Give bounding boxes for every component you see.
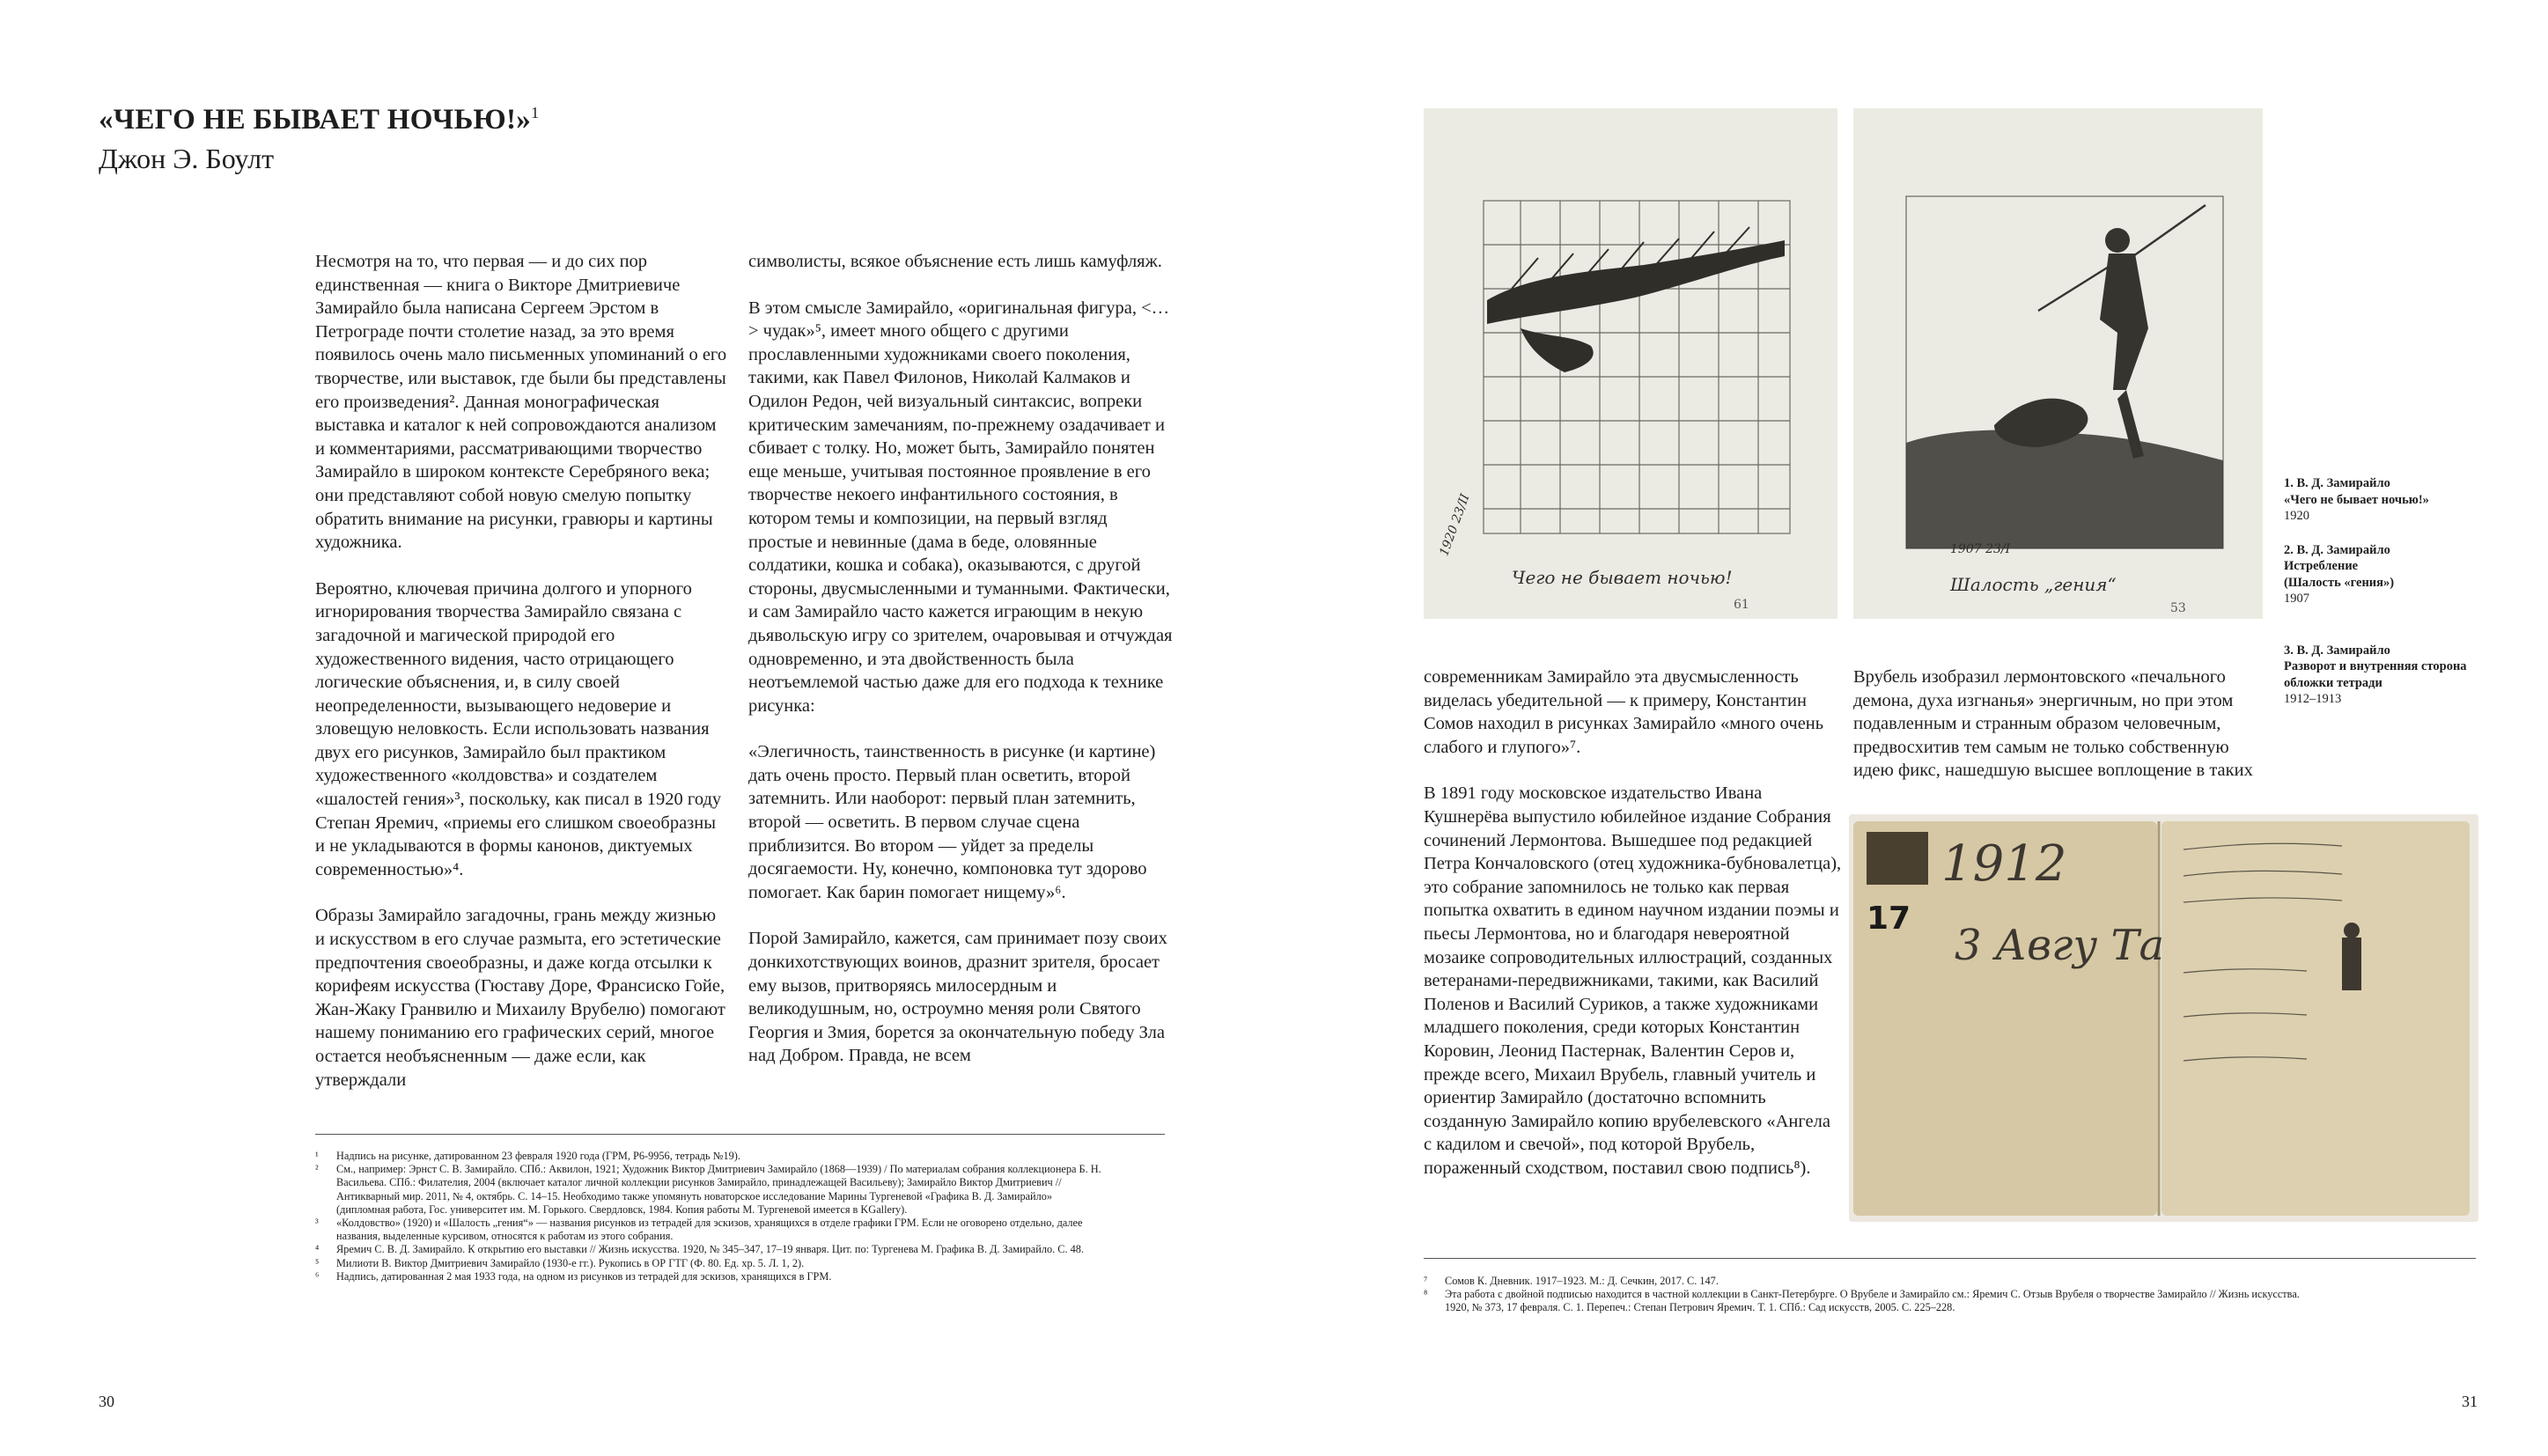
right-column-1: [1424, 665, 1842, 1202]
figure-1-number: 61: [1734, 598, 1749, 612]
figure-2-number: 53: [2170, 601, 2186, 615]
paragraph: Врубель изобразил лермонтовского «печального демона, духа изгнанья» энергичным, но при этом подавленным и странным образом человечным, предвосхитив тем самым не только собственную идею фикс, нашедшую высшее воплощение в таких: [1853, 667, 2253, 781]
paragraph: Порой Замирайло, кажется, сам принимает позу своих донкихотствующих воинов, дразнит зрителя, бросает ему вызов, притворяясь милосердным и великодушным, но, остроумно меняя роли Святого Георгия и Змия, борется за окончательную победу Зла над Добром. Правда, не всем: [748, 929, 1167, 1066]
figure-1-inscription: Чего не бывает ночью!: [1512, 567, 1733, 588]
figure-2-drawing: [1853, 108, 2263, 619]
left-column-2: [748, 250, 1173, 1091]
figure-1-drawing: [1424, 108, 1837, 619]
title-text: «ЧЕГО НЕ БЫВАЕТ НОЧЬЮ!»: [99, 104, 532, 136]
page-number-right: 31: [2462, 1393, 2478, 1410]
caption-3: 3. В. Д. Замирайло Разворот и внутренняя сторона обложки тетради 1912–1913: [2284, 643, 2467, 706]
figure-3-notebook: [1849, 814, 2478, 1222]
quote-paragraph: «Элегичность, таинственность в рисунке (и картине) дать очень просто. Первый план осветить, второй затемнить. Или наоборот: первый план затемнить, второй — осветить. В первом случае сцена приблизится. Во втором — уйдет за пределы досягаемости. Ну, конечно, компоновка тут здорово помогает. Как барин помогает нищему»⁶.: [748, 742, 1156, 902]
right-footnotes: [1424, 1275, 2304, 1315]
paragraph: Вероятно, ключевая причина долгого и упорного игнорирования творчества Замирайло связана с загадочной и магической природой его художественного видения, часто отрицающего логические объяснения, и, в силу своей неопределенности, вызывающего недоверие и зловещую неловкость. Если использовать названия двух его рисунков, Замирайло был практиком художественного «колдовства» и создателем «шалостей гения»³, поскольку, как писал в 1920 году Степан Яремич, «приемы его слишком своеобразны и не укладываются в формы канонов, диктуемых современностью»⁴.: [315, 578, 722, 879]
figure-3-notebook-image: [1849, 814, 2478, 1222]
article-title: [99, 104, 539, 136]
footnote: ¹ Надпись на рисунке, датированном 23 февраля 1920 года (ГРМ, Р6-9956, тетрадь №19).: [315, 1150, 740, 1162]
notebook-year: 1912: [1941, 835, 2067, 893]
right-column-2: [1853, 665, 2272, 805]
footnote-divider: [315, 1134, 1165, 1135]
figure-1-sketch: [1424, 108, 1837, 619]
figure-2-inscription: Шалость „гения“: [1950, 574, 2117, 595]
left-footnotes: [315, 1150, 1108, 1283]
article-author: Джон Э. Боулт: [99, 143, 275, 174]
footnote: ⁴ Яремич С. В. Д. Замирайло. К открытию его выставки // Жизнь искусства. 1920, № 345–347, 17–19 января. Цит. по: Тургенева М. Графика В. Д. Замирайло. С. 48.: [315, 1243, 1084, 1256]
paragraph: Несмотря на то, что первая — и до сих пор единственная — книга о Викторе Дмитриевиче Замирайло была написана Сергеем Эрстом в Петрограде почти столетие назад, за это время появилось очень мало письменных упоминаний о его творчестве, или выставок, где были бы представлены его произведения². Данная монографическая выставка и каталог к ней сопровождаются анализом и комментариями, рассматривающими творчество Замирайло в широком контексте Серебряного века; они представляют собой новую смелую попытку обратить внимание на рисунки, гравюры и картины художника.: [315, 252, 727, 553]
paragraph: современникам Замирайло эта двусмысленность виделась убедительной — к примеру, Константин Сомов находил в рисунках Замирайло «много очень слабого и глупого»⁷.: [1424, 667, 1824, 757]
paragraph: В 1891 году московское издательство Ивана Кушнерёва выпустило юбилейное издание Собрания сочинений Лермонтова. Вышедшее под редакцией Петра Кончаловского (отец художника-бубновалетца), это собрание запомнилось не только как первая попытка охватить в едином научном издании поэмы и пьесы Лермонтова, но и благодаря невероятной мозаике сопроводительных иллюстраций, созданных ветеранами-передвижниками, такими, как Василий Поленов и Василий Суриков, а также художниками младшего поколения, среди которых Константин Коровин, Леонид Пастернак, Валентин Серов и, прежде всего, Михаил Врубель, главный учитель и ориентир Замирайло (достаточно вспомнить созданную Замирайло копию врубелевского «Ангела с кадилом и свечой», под которой Врубель, пораженный сходством, поставил свою подпись⁸).: [1424, 783, 1842, 1178]
paragraph: Образы Замирайло загадочны, грань между жизнью и искусством в его случае размыта, его эстетические предпочтения своеобразны, и даже когда отсылки к корифеям искусства (Гюставу Доре, Франсиско Гойе, Жан-Жаку Гранвилю и Михаилу Врубелю) помогают нашему пониманию его графических серий, многое остается необъясненным — даже если, как утверждали: [315, 906, 725, 1090]
footnote: ⁶ Надпись, датированная 2 мая 1933 года, на одном из рисунков из тетрадей для эскизов, хранящихся в ГРМ.: [315, 1269, 832, 1283]
figure-captions: [2284, 475, 2504, 708]
figure-2-sketch: [1853, 108, 2263, 619]
figure-2-date: 1907 23/I: [1950, 542, 2011, 556]
footnote: ⁵ Милиоти В. Виктор Дмитриевич Замирайло (1930-е гг.). Рукопись в ОР ГТГ (Ф. 80. Ед. хр. 5. Л. 1, 2).: [315, 1256, 805, 1269]
paragraph: В этом смысле Замирайло, «оригинальная фигура, <…> чудак»⁵, имеет много общего с другими прославленными художниками своего поколения, такими, как Павел Филонов, Николай Калмаков и Одилон Редон, чей визуальный синтаксис, вопреки критическим замечаниям, по-прежнему озадачивает и сбивает с толку. Но, может быть, Замирайло понятен еще меньше, учитывая постоянное проявление в его творчестве некоего инфантильного состояния, в котором темы и композиции, на первый взгляд простые и невинные (дама в беде, оловянные солдатики, кошка и собака), оказываются, с другой стороны, двусмысленными и туманными. Фактически, и сам Замирайло часто кажется играющим в некую дьявольскую игру со зрителем, очаровывая и отчуждая одновременно, и эта двойственность была неотъемлемой частью даже для его подхода к технике рисунка:: [748, 298, 1173, 716]
notebook-number: 17: [1867, 901, 1911, 937]
footnote: ⁷ Сомов К. Дневник. 1917–1923. М.: Д. Сечкин, 2017. С. 147.: [1424, 1275, 1719, 1287]
footnote: ³ «Колдовство» (1920) и «Шалость „гения“» — названия рисунков из тетрадей для эскизов, хранящихся в отделе графики ГРМ. Если не оговорено отдельно, далее названия, выделенные курсивом, относятся к работам из этого собрания.: [315, 1217, 1083, 1243]
paragraph: символисты, всякое объяснение есть лишь камуфляж.: [748, 252, 1162, 271]
left-column-1: [315, 250, 729, 1114]
footnote-divider-right: [1424, 1258, 2476, 1259]
caption-2: 2. В. Д. Замирайло Истребление (Шалость «гения») 1907: [2284, 542, 2395, 606]
notebook-date: 3 Авгу Та: [1955, 921, 2165, 970]
title-footnote-mark: 1: [531, 104, 540, 121]
page-number-left: 30: [99, 1393, 114, 1410]
footnote: ² См., например: Эрнст С. В. Замирайло. СПб.: Аквилон, 1921; Художник Виктор Дмитриевич Замирайло (1868—1939) / По материалам собрания коллекционера Б. Н. Васильева. СПб.: Филателия, 2004 (включает каталог личной коллекции рисунков Замирайло, принадлежащей Васильеву); Замирайло Виктор Дмитриевич // Антикварный мир. 2011, № 4, октябрь. С. 14–15. Необходимо также упомянуть новаторское исследование Марины Тургеневой «Графика В. Д. Замирайло» (дипломная работа, Гос. университет им. М. Горького. Свердловск, 1984. Копия работы М. Тургеневой имеется в KGallery).: [315, 1163, 1101, 1216]
footnote: ⁸ Эта работа с двойной подписью находится в частной коллекции в Санкт-Петербурге. О Врубеле и Замирайло см.: Яремич С. Отзыв Врубеля о творчестве Замирайло // Жизнь искусства. 1920, № 373, 17 февраля. С. 1. Перепеч.: Степан Петрович Яремич. Т. 1. СПб.: Сад искусств, 2005. С. 225–228.: [1424, 1288, 2300, 1314]
caption-1: 1. В. Д. Замирайло «Чего не бывает ночью!» 1920: [2284, 476, 2429, 523]
figure-1-date: 1920 23/II: [1437, 492, 1473, 558]
